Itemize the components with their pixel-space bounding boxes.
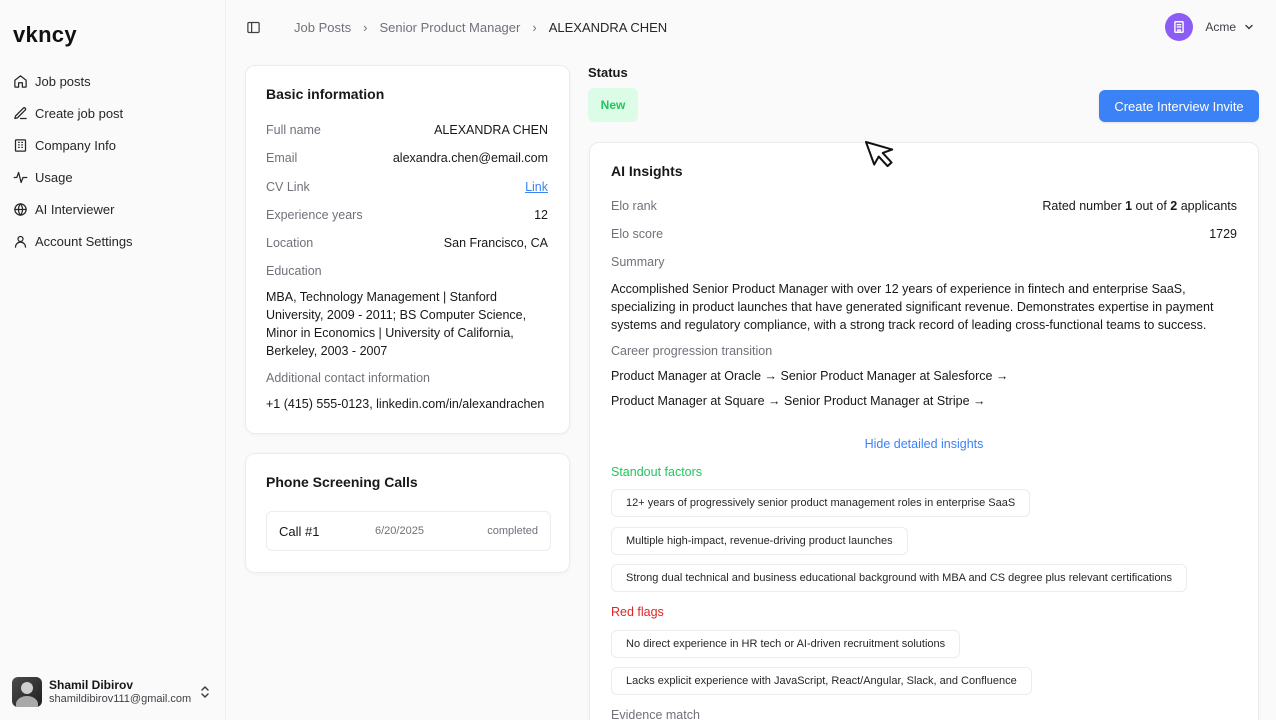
phone-calls-card (245, 453, 570, 573)
breadcrumb-current: ALEXANDRA CHEN (548, 20, 668, 35)
sidebar-item-company-info[interactable] (10, 129, 216, 161)
elo-rank-value: Rated number 1 out of 2 applicants (1042, 199, 1237, 213)
org-logo (1165, 13, 1193, 41)
sidebar-item-ai-interviewer[interactable] (10, 193, 216, 225)
red-flags-label: Red flags (611, 605, 664, 619)
sidebar (0, 0, 226, 720)
card-title: Basic information (266, 86, 385, 102)
sidebar-item-label: Usage (35, 169, 73, 185)
user-menu[interactable] (12, 676, 217, 708)
chevron-down-icon (1244, 22, 1254, 32)
building-icon (1172, 20, 1186, 34)
education-label: Education (266, 264, 322, 278)
home-icon (13, 74, 28, 89)
sidebar-item-label: AI Interviewer (35, 201, 115, 217)
org-switcher[interactable] (1165, 13, 1254, 41)
full-name-value: ALEXANDRA CHEN (434, 123, 548, 137)
mouse-cursor-icon (864, 140, 898, 176)
status-badge[interactable]: New (588, 88, 638, 122)
career-label: Career progression transition (611, 344, 773, 358)
experience-value: 12 (534, 208, 548, 222)
red-flag-item: No direct experience in HR tech or AI-driven recruitment solutions (611, 630, 960, 658)
sidebar-item-job-posts[interactable] (10, 65, 216, 97)
status-label: Status (588, 65, 628, 80)
elo-score-value: 1729 (1209, 227, 1237, 241)
pencil-icon (13, 106, 28, 121)
email-value: alexandra.chen@email.com (392, 151, 548, 165)
call-date: 6/20/2025 (375, 525, 424, 537)
career-line: Product Manager at Square → Senior Product Manager at Stripe → (611, 394, 986, 408)
org-name: Acme (1205, 20, 1236, 34)
standout-item: Strong dual technical and business educational background with MBA and CS degree plus relevant certifications (611, 564, 1187, 592)
globe-icon (13, 202, 28, 217)
career-line: Product Manager at Oracle → Senior Product Manager at Salesforce → (611, 369, 1009, 383)
activity-icon (13, 170, 28, 185)
red-flag-item: Lacks explicit experience with JavaScript, React/Angular, Slack, and Confluence (611, 667, 1032, 695)
experience-row: Experience years 12 (266, 208, 548, 222)
create-interview-invite-button[interactable]: Create Interview Invite (1099, 90, 1259, 122)
call-row[interactable] (266, 511, 551, 551)
full-name-row: Full name ALEXANDRA CHEN (266, 123, 548, 137)
call-status: completed (487, 525, 538, 537)
chevron-right-icon: › (532, 20, 537, 35)
standout-item: Multiple high-impact, revenue-driving product launches (611, 527, 908, 555)
user-icon (13, 234, 28, 249)
avatar (12, 677, 42, 707)
education-value: MBA, Technology Management | Stanford University, 2009 - 2011; BS Computer Science, Minor in Economics | University of California, Berkeley, 2003 - 2007 (266, 290, 527, 358)
basic-info-card (245, 65, 570, 434)
sidebar-nav (10, 65, 216, 257)
breadcrumb (294, 20, 667, 35)
location-row: Location San Francisco, CA (266, 236, 548, 250)
sidebar-toggle-icon[interactable] (246, 20, 261, 35)
card-title: AI Insights (611, 163, 683, 179)
chevron-right-icon: › (363, 20, 368, 35)
contact-value: +1 (415) 555-0123, linkedin.com/in/alexandrachen (266, 397, 545, 411)
elo-rank-row: Elo rank Rated number 1 out of 2 applicants (611, 199, 1237, 213)
sidebar-item-usage[interactable] (10, 161, 216, 193)
user-email: shamildibirov111@gmail.com (49, 693, 192, 705)
sidebar-item-account-settings[interactable] (10, 225, 216, 257)
evidence-label: Evidence match (611, 708, 700, 720)
building-icon (13, 138, 28, 153)
breadcrumb-job-posts[interactable]: Job Posts (294, 20, 352, 35)
sidebar-item-label: Job posts (35, 73, 91, 89)
contact-label: Additional contact information (266, 371, 430, 385)
summary-text: Accomplished Senior Product Manager with over 12 years of experience in fintech and enterprise SaaS, specializing in product launches that have generated significant revenue. Demonstrates expertise in payment systems and regulatory compliance, with a strong track record of leading cross-functional teams to success. (611, 282, 1214, 332)
sidebar-item-label: Create job post (35, 105, 124, 121)
ai-insights-card (589, 142, 1259, 720)
cv-row: CV Link Link (266, 180, 548, 194)
email-row: Email alexandra.chen@email.com (266, 151, 548, 165)
call-name: Call #1 (279, 523, 320, 539)
user-name: Shamil Dibirov (49, 678, 134, 692)
card-title: Phone Screening Calls (266, 474, 418, 490)
top-header (226, 0, 1276, 56)
sidebar-item-label: Company Info (35, 137, 116, 153)
cv-link[interactable]: Link (525, 180, 548, 194)
standout-label: Standout factors (611, 465, 703, 479)
sidebar-item-label: Account Settings (35, 233, 133, 249)
location-value: San Francisco, CA (443, 236, 548, 250)
chevron-up-down-icon (199, 684, 211, 700)
summary-label: Summary (611, 255, 665, 269)
sidebar-item-create-job-post[interactable] (10, 97, 216, 129)
app-logo[interactable]: vkncy (13, 22, 77, 47)
standout-item: 12+ years of progressively senior product management roles in enterprise SaaS (611, 489, 1030, 517)
breadcrumb-job[interactable]: Senior Product Manager (379, 20, 521, 35)
hide-insights-link[interactable]: Hide detailed insights (864, 437, 984, 451)
elo-score-row: Elo score 1729 (611, 227, 1237, 241)
